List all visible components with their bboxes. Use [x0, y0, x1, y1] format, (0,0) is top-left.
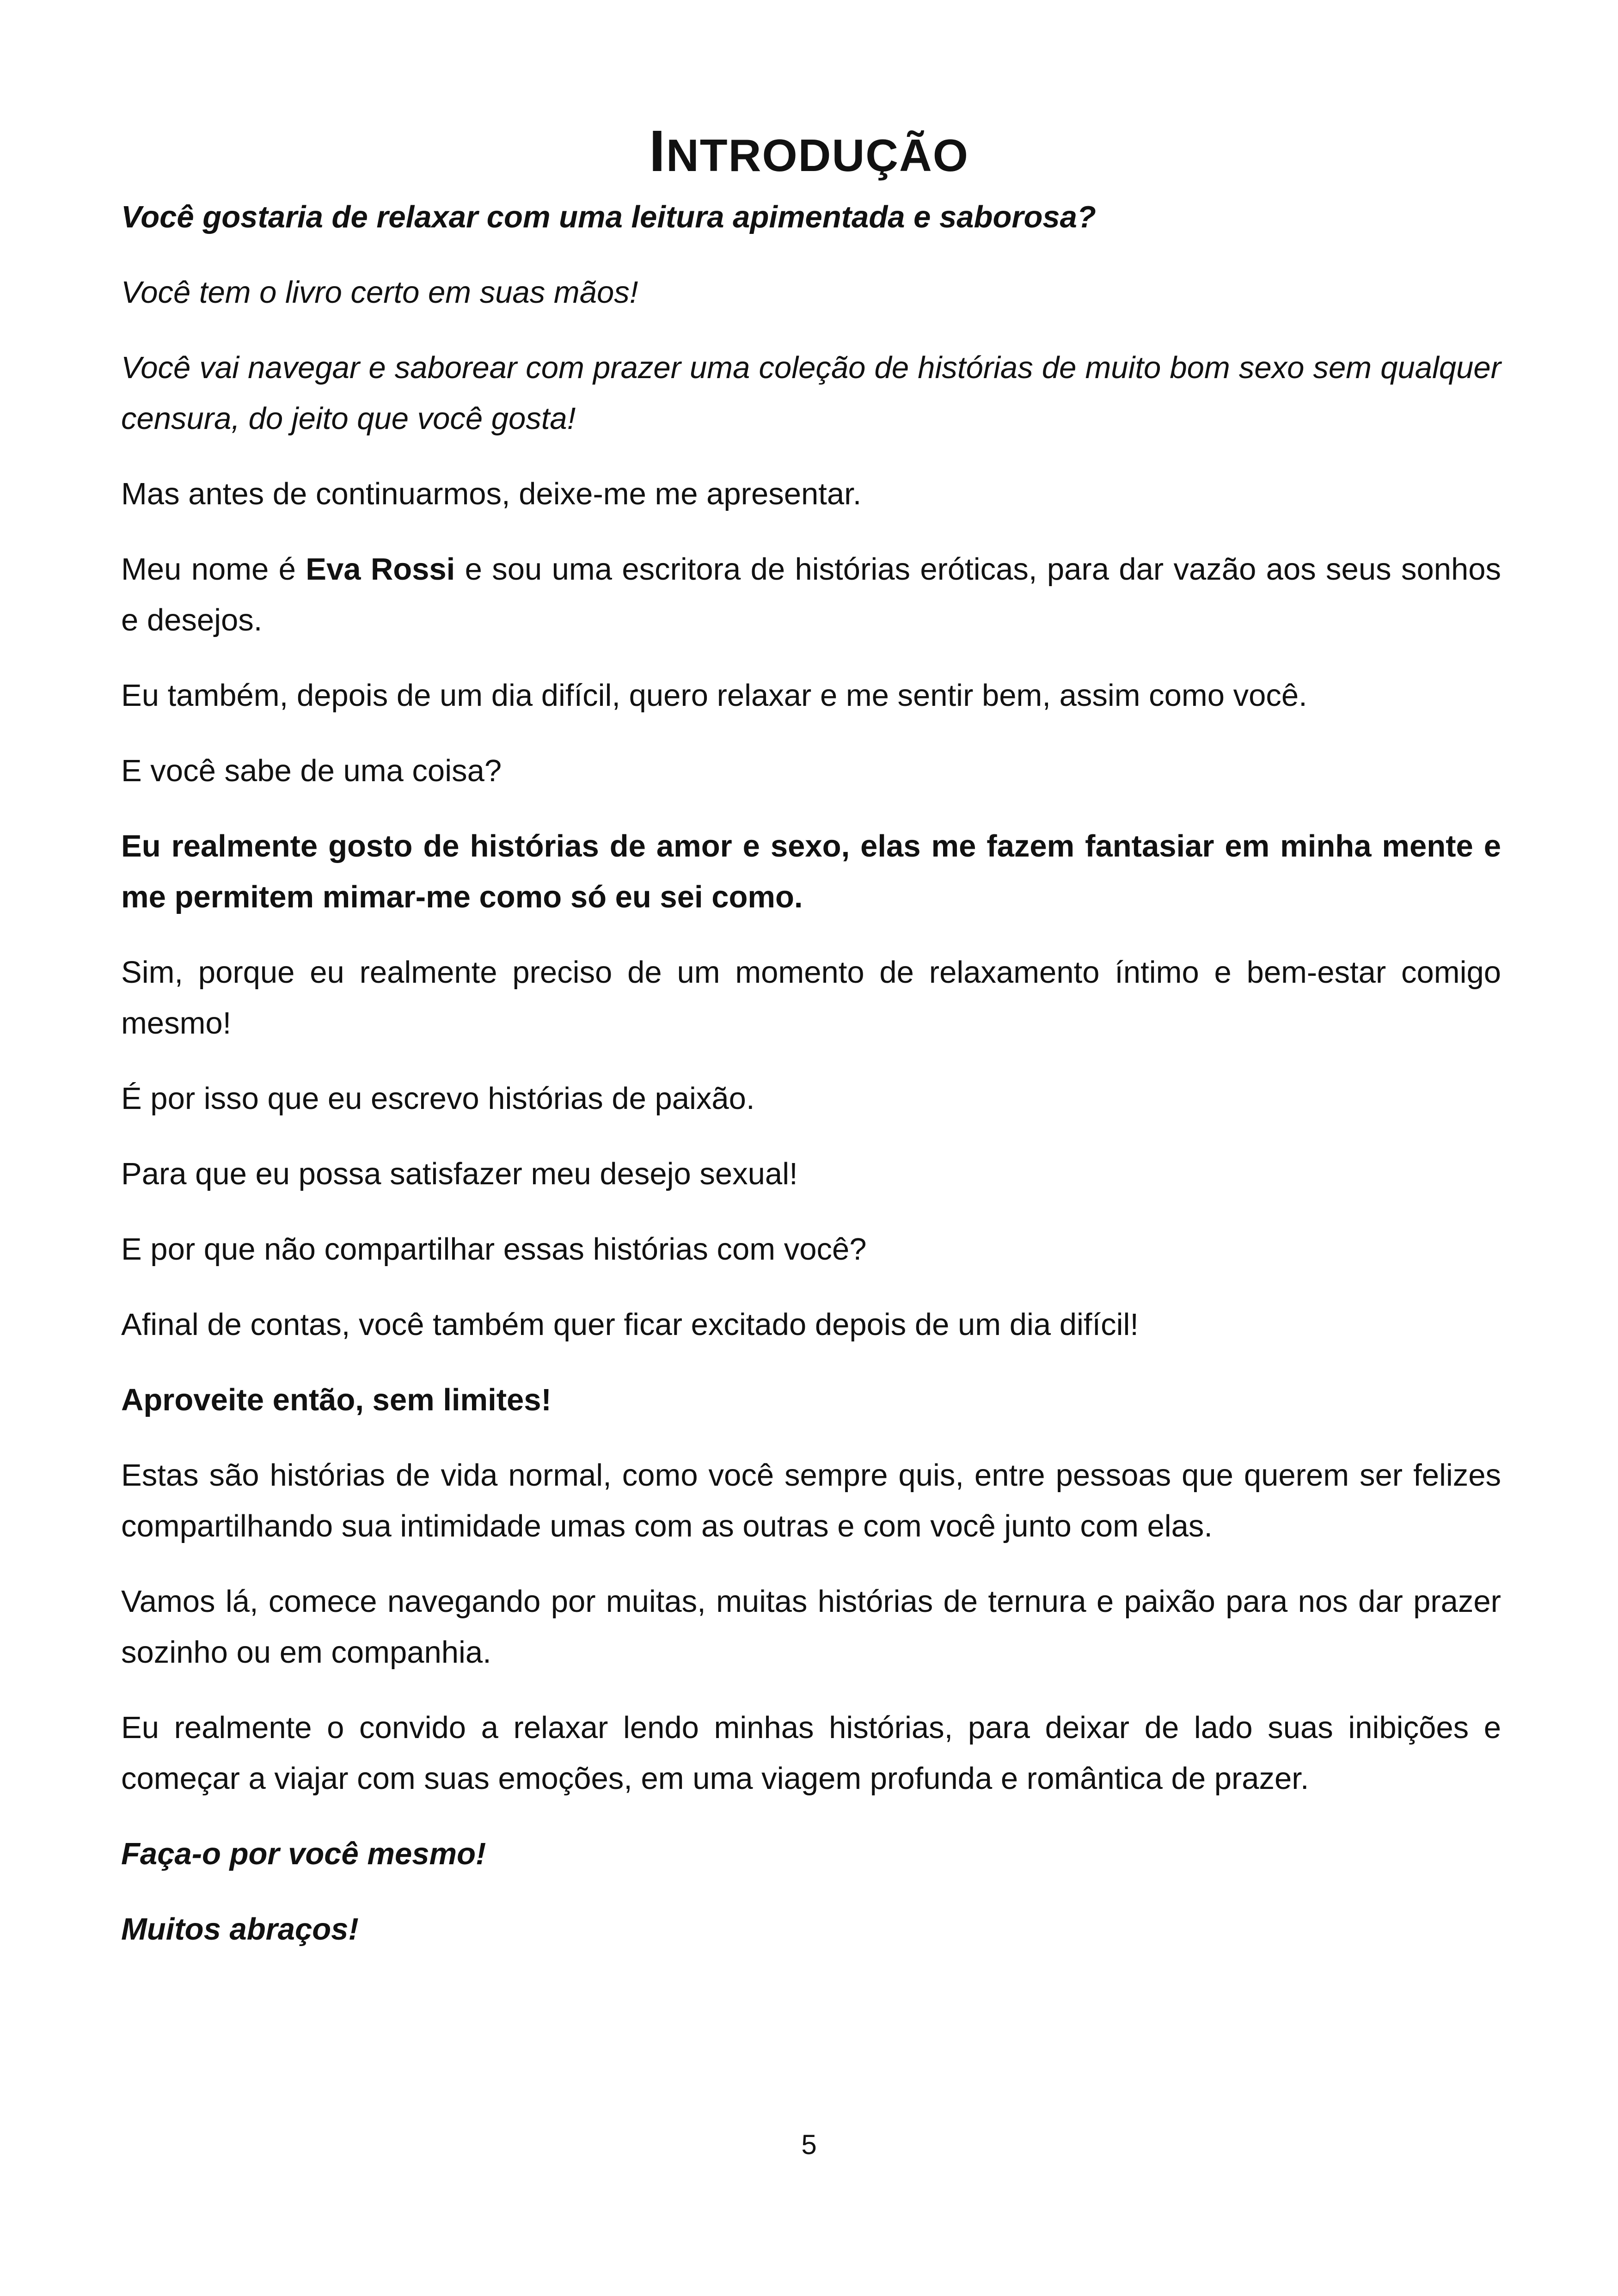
paragraph-13: Afinal de contas, você também quer ficar excitado depois de um dia difícil!: [121, 1307, 1139, 1342]
paragraph-16: Vamos lá, comece navegando por muitas, muitas histórias de ternura e paixão para nos dar prazer sozinho ou em companhia.: [121, 1584, 1501, 1670]
paragraph-9: Sim, porque eu realmente preciso de um momento de relaxamento íntimo e bem-estar comigo mesmo!: [121, 955, 1501, 1041]
paragraph-17: Eu realmente o convido a relaxar lendo minhas histórias, para deixar de lado suas inibições e começar a viajar com suas emoções, em uma viagem profunda e romântica de prazer.: [121, 1710, 1501, 1796]
paragraph-5: [121, 544, 1501, 646]
paragraph-8: Eu realmente gosto de histórias de amor e sexo, elas me fazem fantasiar em minha mente e me permitem mimar-me como só eu sei como.: [121, 829, 1501, 914]
paragraph-3: Você vai navegar e saborear com prazer uma coleção de histórias de muito bom sexo sem qualquer censura, do jeito que você gosta!: [121, 350, 1501, 436]
paragraph-5-end: e sou uma escritora de histórias eróticas, para dar vazão aos seus sonhos e desejos.: [121, 552, 1501, 637]
paragraph-19: Muitos abraços!: [121, 1912, 359, 1947]
author-name: Eva Rossi: [306, 552, 455, 587]
page-title: [0, 118, 1618, 184]
paragraph-15: Estas são histórias de vida normal, como você sempre quis, entre pessoas que querem ser felizes compartilhando sua intimidade umas com as outras e com você junto com elas.: [121, 1458, 1501, 1543]
paragraph-6: Eu também, depois de um dia difícil, quero relaxar e me sentir bem, assim como você.: [121, 678, 1307, 713]
title-rest: NTRODUÇÃO: [666, 130, 969, 181]
paragraph-1: Você gostaria de relaxar com uma leitura apimentada e saborosa?: [121, 200, 1096, 234]
paragraph-11: Para que eu possa satisfazer meu desejo sexual!: [121, 1157, 798, 1191]
paragraph-4: Mas antes de continuarmos, deixe-me me apresentar.: [121, 477, 862, 511]
paragraph-5-start: Meu nome é: [121, 552, 306, 587]
paragraph-12: E por que não compartilhar essas histórias com você?: [121, 1232, 867, 1267]
body-text: [121, 192, 1501, 1955]
title-initial: I: [649, 118, 667, 184]
page-number: 5: [801, 2129, 817, 2160]
paragraph-18: Faça-o por você mesmo!: [121, 1837, 486, 1871]
paragraph-2: Você tem o livro certo em suas mãos!: [121, 275, 638, 310]
paragraph-7: E você sabe de uma coisa?: [121, 753, 502, 788]
paragraph-10: É por isso que eu escrevo histórias de paixão.: [121, 1081, 755, 1116]
paragraph-14: Aproveite então, sem limites!: [121, 1383, 552, 1417]
